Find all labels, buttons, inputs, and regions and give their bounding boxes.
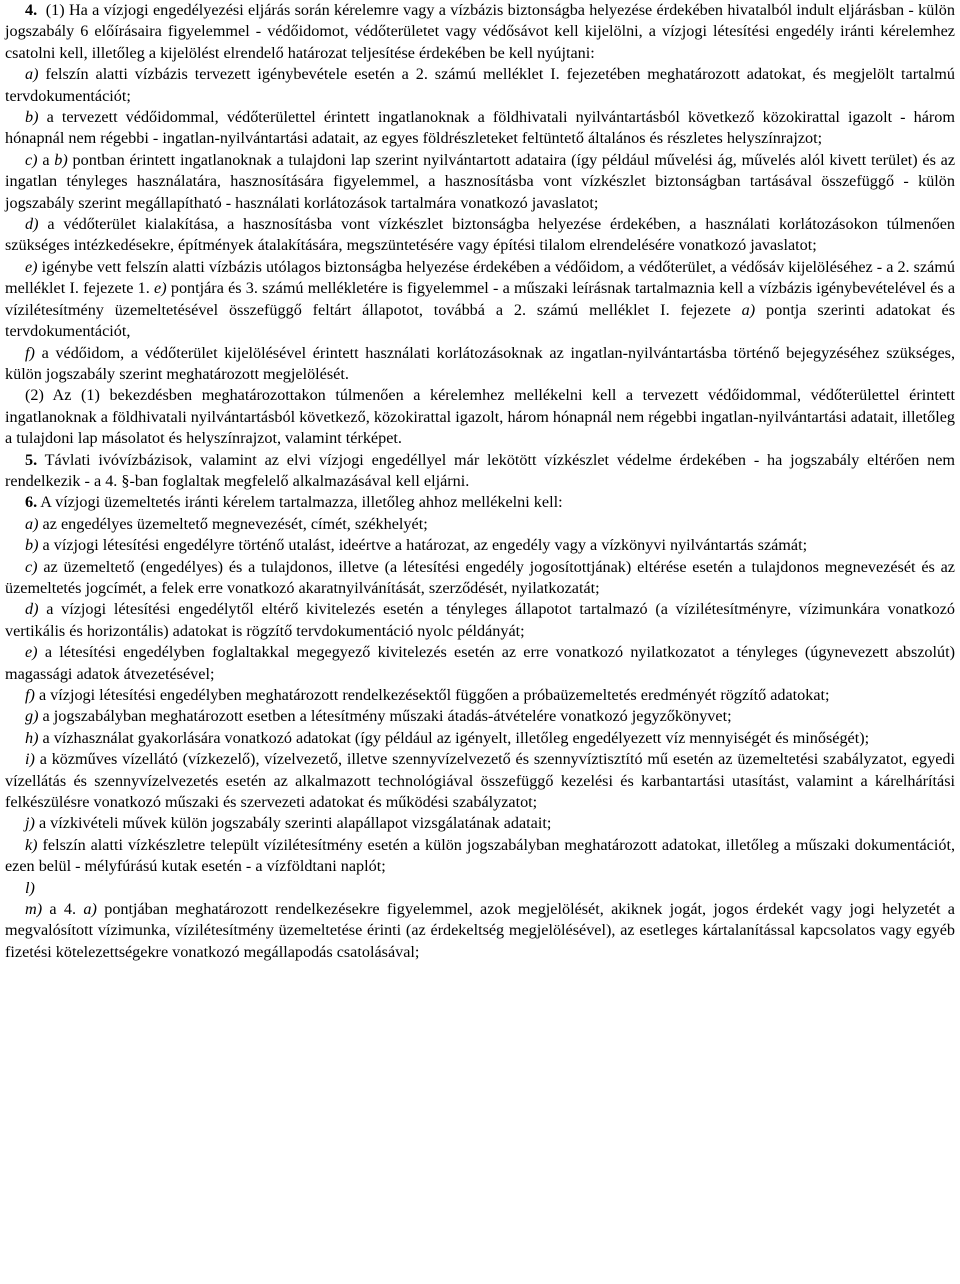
item-text: igénybe vett felszín alatti vízbázis utólagos biztonságba helyezése érdekében a védőidom, a védőterület, a védősáv kijelöléséhez - a 2. számú melléklet I. fejezete 1.	[5, 257, 956, 298]
item-text: felszín alatti vízkészletre települt vízilétesítmény esetén a külön jogszabályban meghatározott adatokat, illetőleg a műszaki dokumentációt, ezen belül - mélyfúrású kutak esetén - a vízföldtani naplót;	[5, 835, 956, 876]
list-item	[5, 343, 955, 386]
section-4-paragraph-2: (2) Az (1) bekezdésben meghatározottakon túlmenően a kérelemhez mellékelni kell a tervezett védőidommal, védőterülettel érintett ingatlanoknak a földhivatali nyilvántartásból következő, közokirattal igazolt, három hónapnál nem régebbi ingatlan-nyilvántartási adatait, illetőleg a tulajdoni lap másolatot és helyszínrajzot, valamint térképet.	[5, 386, 955, 448]
paragraph-text: (1) Ha a vízjogi engedélyezési eljárás során kérelemre vagy a vízbázis biztonságba helyezése érdekében hivatalból indult eljárásban - külön jogszabály 6 előírásaira figyelemmel - védőidomot, védőterületet vagy védősávot kell kijelölni, a vízjogi létesítési engedély iránti kérelemhez csatolni kell, illetőleg a kijelölést elrendelő határozat teljesítése érdekében be kell nyújtani:	[5, 1, 955, 62]
item-text: felszín alatti vízbázis tervezett igénybevétele esetén a 2. számú melléklet I. fejezetében meghatározott adatokat, és megjelölt tartalmú tervdokumentációt;	[5, 65, 955, 105]
item-text: a közműves vízellátó (vízkezelő), vízelvezető, illetve szennyvízelvezető és szennyvíztisztító mű esetén az üzemeltetési szabályzatot, egyedi vízellátás és szennyvízelvezetés esetén az alkalmazott technológiával összefüggő kezelési és karbantartási utasítást, valamint a kárelhárítási felkészülésre vonatkozó műszaki és szervezeti adatokat és működési szabályzatot;	[5, 750, 956, 812]
item-text: a vízjogi létesítési engedélyre történő utalást, ideértve a határozat, az engedély vagy a vízkönyvi nyilvántartás számát;	[42, 536, 808, 555]
list-item	[5, 685, 955, 706]
item-label: e)	[25, 257, 38, 276]
item-text: az engedélyes üzemeltető megnevezését, címét, székhelyét;	[42, 514, 428, 533]
list-item	[5, 706, 955, 727]
list-item	[5, 257, 955, 343]
list-item	[5, 899, 955, 963]
item-text: a védőidom, a védőterület kijelölésével érintett használati korlátozásoknak az ingatlan-nyilvántartásba történő bejegyzéséhez szükséges, külön jogszabály szerint meghatározott megjelölését.	[5, 343, 956, 383]
point-reference: b)	[54, 150, 68, 169]
list-item	[5, 749, 955, 813]
item-text: pontban érintett ingatlanoknak a tulajdoni lap szerint nyilvántartott adataira (így például művelési ág, művelés alól kivett terület) és az ingatlan tényleges használatára, hasznosítására figyelemmel, a hasznosításba vont vízkészlet biztonságban tartásával összefüggő - külön jogszabály szerint megállapítható - használati korlátozások tartalmára vonatkozó javaslatot;	[5, 150, 956, 212]
item-label: k)	[25, 835, 38, 854]
section-5-paragraph	[5, 450, 955, 493]
item-text: a jogszabályban meghatározott esetben a létesítmény műszaki átadás-átvételére vonatkozó jegyzőkönyvet;	[42, 707, 732, 726]
list-item	[5, 107, 955, 150]
list-item	[5, 835, 955, 878]
section-number: 6.	[25, 493, 38, 512]
item-label: g)	[25, 707, 39, 726]
list-item	[5, 642, 955, 685]
item-text: pontja szerinti adatokat és tervdokumentációt,	[5, 300, 956, 341]
point-reference: a)	[741, 300, 756, 319]
list-item	[5, 214, 955, 257]
item-text: a vízjogi létesítési engedélyben meghatározott rendelkezésektől függően a próbaüzemeltetés eredményét rögzítő adatokat;	[38, 686, 830, 704]
point-reference: e)	[154, 279, 167, 298]
item-label: j)	[25, 814, 35, 833]
item-label: a)	[25, 514, 39, 533]
item-text: a vízkivételi művek külön jogszabály szerinti alapállapot vizsgálatának adatait;	[38, 814, 552, 833]
item-label: f)	[25, 686, 35, 704]
item-label: e)	[25, 643, 38, 662]
item-label: l)	[25, 878, 35, 897]
item-label: d)	[25, 215, 39, 234]
point-reference: a)	[83, 900, 97, 919]
item-text: a vízhasználat gyakorlására vonatkozó adatokat (így például az igényelt, illetőleg engedélyezett víz mennyiségét és minőségét);	[42, 728, 870, 747]
item-label: d)	[25, 600, 39, 619]
section-4-paragraph-1	[5, 0, 955, 64]
item-label: i)	[25, 750, 35, 769]
list-item	[5, 150, 955, 214]
item-label: b)	[25, 536, 39, 555]
item-text: pontjában meghatározott rendelkezésekre figyelemmel, azok megjelölését, akiknek jogát, jogos érdekét vagy jogi helyzetét a megvalósított vízimunka, vízilétesítmény üzemeltetése érinti (az érdekeltség megjelölésével), az esetleges kártalanítással kapcsolatos vagy egyéb fizetési kötelezettségekre vonatkozó megállapodás csatolásával;	[5, 900, 955, 961]
paragraph-text: A vízjogi üzemeltetés iránti kérelem tartalmazza, illetőleg ahhoz mellékelni kell:	[40, 493, 563, 512]
section-6-intro	[5, 492, 955, 513]
item-text: a vízjogi létesítési engedélytől eltérő kivitelezés esetén a tényleges állapotot tartalmazó (a vízilétesítményre, vízimunkára vonatkozó vertikális és horizontális) adatokat is rögzítő tervdokumentáció nyolc példányát;	[5, 600, 955, 640]
list-item	[5, 535, 955, 556]
section-6-list	[5, 514, 955, 899]
item-label: b)	[25, 108, 39, 127]
item-label: f)	[25, 343, 35, 362]
item-label: a)	[25, 65, 39, 84]
paragraph-text: Távlati ivóvízbázisok, valamint az elvi vízjogi engedéllyel már lekötött vízkészlet védelme érdekében - ha jogszabály eltérően nem rendelkezik - a 4. §-ban foglaltak megfelelő alkalmazásával kell eljárni.	[5, 450, 955, 490]
section-number: 4.	[25, 1, 38, 19]
list-item	[5, 728, 955, 749]
item-label: m)	[25, 900, 43, 919]
item-label: c)	[25, 557, 38, 576]
item-text: az üzemeltető (engedélyes) és a tulajdonos, illetve (a létesítési engedély jogosítottjának) eltérése esetén a tulajdonos megnevezését és az üzemeltetés jogcímét, a felek erre vonatkozó akaratnyilvánítását, szerződését, nyilatkozatát;	[5, 557, 955, 597]
list-item	[5, 878, 955, 899]
item-text: a védőterület kialakítása, a hasznosításba vont vízkészlet biztonságba helyezése érdekében, a használati korlátozásokon túlmenően szükséges intézkedésekre, építmények átalakítására, megszüntetésére vagy építési tilalom elrendelésére vonatkozó javaslatot;	[5, 215, 956, 255]
item-text: a létesítési engedélyben foglaltakkal megegyező kivitelezés esetén az erre vonatkozó nyilatkozatot a tényleges (úgynevezett abszolút) magassági adatok átvezetésével;	[5, 643, 955, 683]
item-text: a 4.	[49, 900, 77, 919]
item-label: h)	[25, 728, 39, 747]
item-text: pontjára és 3. számú mellékletére is figyelemmel - a műszaki leírásnak tartalmaznia kell a vízbázis igénybevételével és a vízilétesítmény üzemeltetésével összefüggő feltárt állapotot, továbbá a 2. számú melléklet I. fejezete	[5, 279, 956, 319]
list-item	[5, 64, 955, 107]
list-item	[5, 514, 955, 535]
item-label: c)	[25, 150, 38, 169]
list-item	[5, 599, 955, 642]
list-item	[5, 557, 955, 600]
section-number: 5.	[25, 450, 38, 469]
item-text: a	[42, 150, 50, 169]
item-text: a tervezett védőidommal, védőterülettel érintett ingatlanoknak a földhivatali nyilvántartásból következő közokirattal igazolt - három hónapnál nem régebbi - ingatlan-nyilvántartási adatait, az egyes földrészleteket feltüntető általános és részletes helyszínrajzot;	[5, 108, 955, 148]
list-item	[5, 813, 955, 834]
